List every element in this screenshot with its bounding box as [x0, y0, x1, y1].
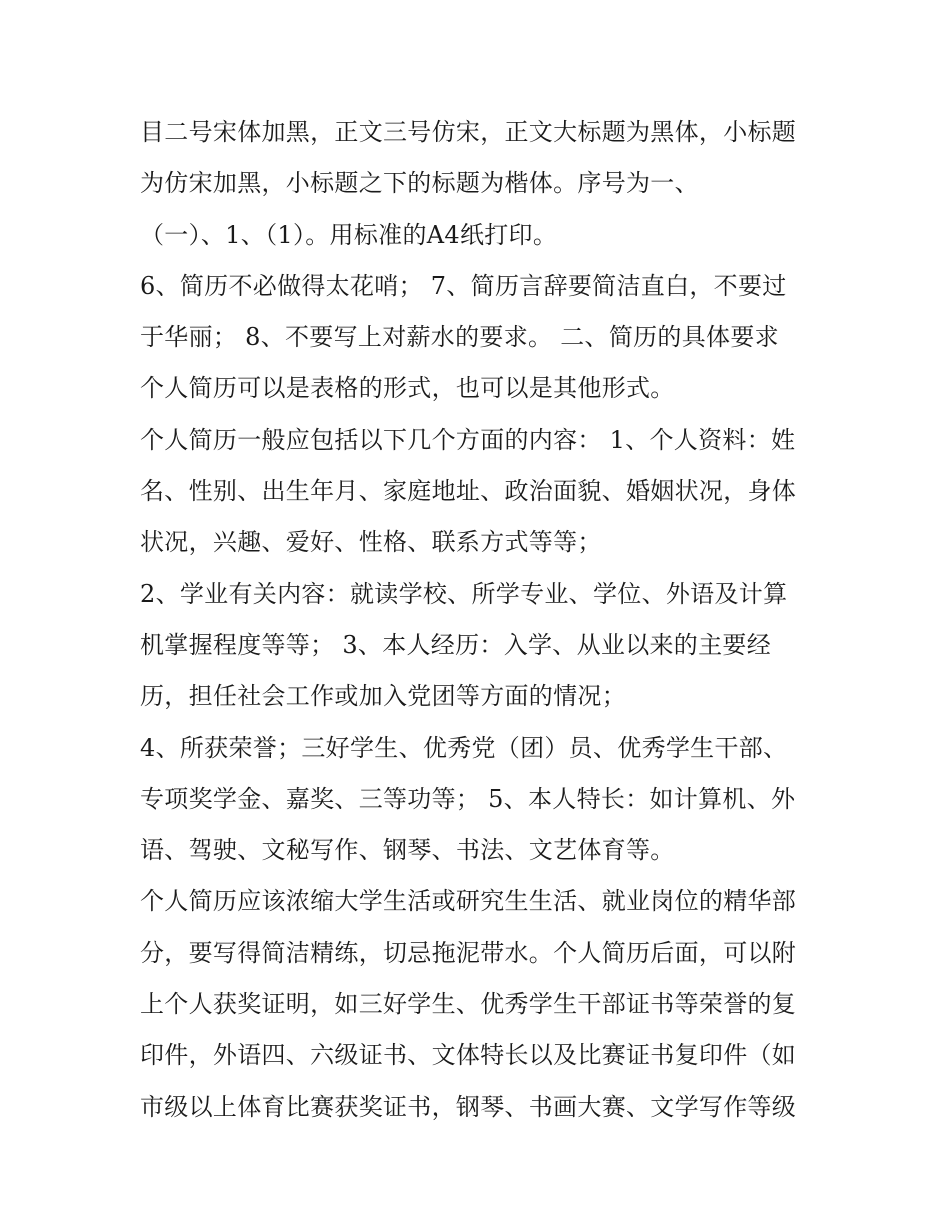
text-line: 印件，外语四、六级证书、文体特长以及比赛证书复印件（如	[140, 1041, 797, 1070]
text-line: 个人简历可以是表格的形式，也可以是其他形式。	[140, 374, 675, 403]
text-line: 机掌握程度等等； 3、本人经历：入学、从业以来的主要经	[140, 630, 771, 659]
document-body	[140, 107, 830, 1133]
text-line: 市级以上体育比赛获奖证书，钢琴、书画大赛、文学写作等级	[140, 1092, 797, 1121]
text-line: 名、性别、出生年月、家庭地址、政治面貌、婚姻状况，身体	[140, 477, 797, 506]
text-line: 个人简历一般应包括以下几个方面的内容： 1、个人资料：姓	[140, 425, 796, 454]
text-line: 分，要写得简洁精练，切忌拖泥带水。个人简历后面，可以附	[140, 938, 797, 967]
text-line: 6、简历不必做得太花哨； 7、简历言辞要简洁直白，不要过	[140, 271, 787, 300]
text-line: 状况，兴趣、爱好、性格、联系方式等等；	[140, 528, 602, 557]
text-line: 专项奖学金、嘉奖、三等功等； 5、本人特长：如计算机、外	[140, 784, 796, 813]
text-line: 目二号宋体加黑，正文三号仿宋，正文大标题为黑体，小标题	[140, 118, 797, 146]
text-line: 历，担任社会工作或加入党团等方面的情况；	[140, 682, 626, 711]
text-line: 语、驾驶、文秘写作、钢琴、书法、文艺体育等。	[140, 836, 675, 865]
text-line: 上个人获奖证明，如三好学生、优秀学生干部证书等荣誉的复	[140, 990, 797, 1019]
text-line: 2、学业有关内容：就读学校、所学专业、学位、外语及计算	[140, 579, 788, 608]
text-line: 于华丽； 8、不要写上对薪水的要求。 二、简历的具体要求	[140, 323, 779, 352]
text-line: 个人简历应该浓缩大学生活或研究生生活、就业岗位的精华部	[140, 887, 797, 916]
text-line: （一）、1、（1）。用标准的A4纸打印。	[140, 220, 558, 249]
text-line: 4、所获荣誉；三好学生、优秀党（团）员、优秀学生干部、	[140, 733, 788, 762]
text-line: 为仿宋加黑，小标题之下的标题为楷体。序号为一、	[140, 169, 699, 198]
